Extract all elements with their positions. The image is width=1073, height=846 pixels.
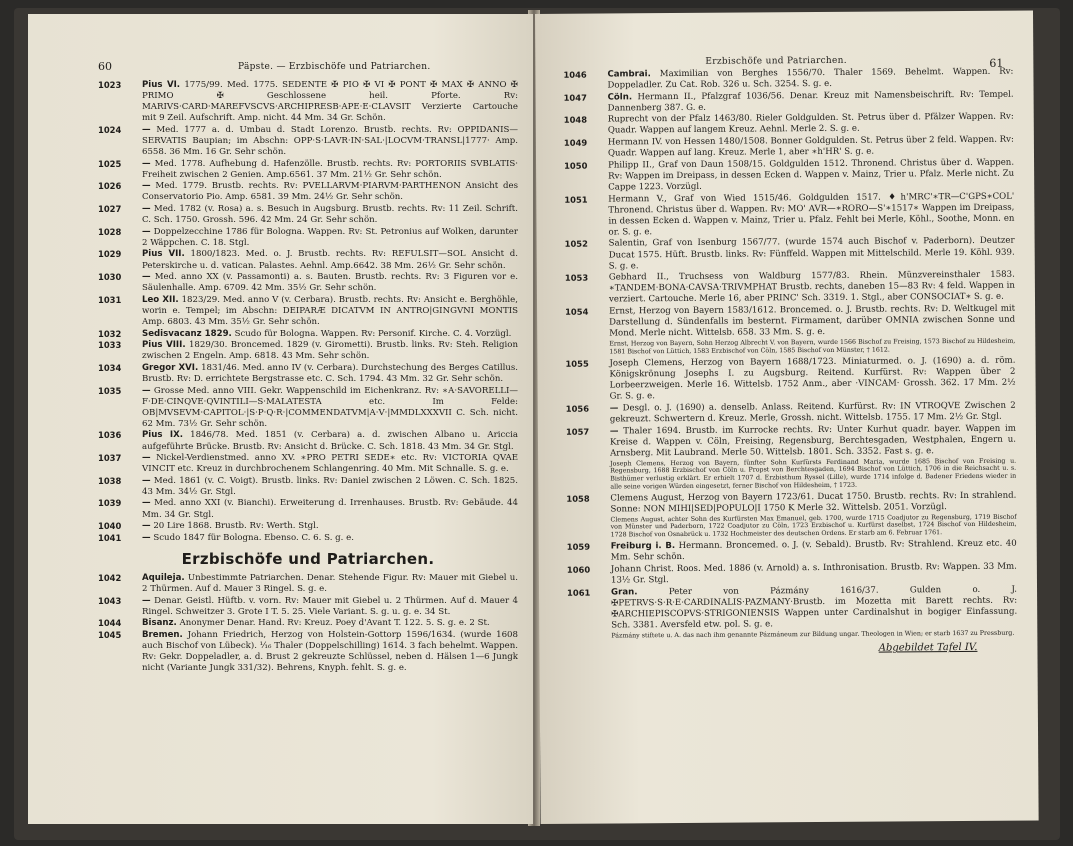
entry-text: [609, 304, 1015, 358]
lot-number: 1028: [98, 226, 122, 237]
catalog-entry: [98, 340, 518, 362]
lot-number: 1052: [564, 239, 588, 250]
entry-text: [142, 533, 518, 544]
catalog-entry: [98, 476, 518, 498]
catalog-entry: [567, 584, 1017, 642]
lot-number: 1024: [98, 124, 122, 135]
entry-text: [607, 67, 1013, 92]
entry-text: [142, 498, 518, 520]
entry-description: Hermann. Broncemed. o. J. (v. Sebald). Brustb. Rv: Strahlend. Kreuz etc. 40 Mm. Sehr schön.: [610, 538, 1017, 563]
entry-text: [608, 191, 1014, 238]
entry-heading: Gran.: [611, 586, 638, 597]
entry-heading: —: [142, 595, 151, 606]
entry-description: Med. 1782 (v. Rosa) a. s. Besuch in Augsburg. Brustb. rechts. Rv: 11 Zeil. Schrift. C. Sch. 1750. Grossh. 596. 42 Mm. 24 Gr. Sehr schön.: [142, 204, 518, 226]
lot-number: 1046: [563, 69, 587, 80]
lot-number: 1053: [564, 272, 589, 283]
entry-heading: Pius VIII.: [142, 340, 186, 351]
entry-text: [611, 539, 1017, 564]
catalog-entry: [98, 630, 518, 674]
lot-number: 1050: [564, 160, 588, 171]
entry-description: Thaler 1694. Brustb. im Kurrocke rechts. Rv: Unter Kurhut quadr. bayer. Wappen im Kreise d. Wappen v. Cöln, Freising, Regensburg, Berchtesgaden, Westphalen, Engern u. Arnsberg. Mit Laubrand. Merle 50. Wittelsb. 1801. Sch. 3352. Fast s. g. e.: [609, 423, 1017, 459]
entry-heading: Leo XII.: [142, 294, 179, 305]
entry-description: Med. 1777 a. d. Umbau d. Stadt Lorenzo. Brustb. rechts. Rv: OPPIDANIS—SERVATIS Baupian; im Abschn: OPP·S·LAVR·IN·SAL·|LOCVM·TRANSL|1777· Amp. 6558. 36 Mm. 16 Gr. Sehr schön.: [142, 124, 518, 158]
catalog-entries-papal: [98, 80, 518, 544]
entry-description: Maximilian von Berghes 1556/70. Thaler 1569. Behelmt. Wappen. Rv: Doppeladler. Zu Cat. Rob. 326 u. Sch. 3254. S. g. e.: [607, 66, 1014, 91]
entry-heading: Pius VI.: [142, 80, 181, 90]
biographical-note: Clemens August, achter Sohn des Kurfürsten Max Emanuel, geb. 1700, wurde 1715 Coadjutor zu Regensburg, 1719 Bischof von Münster und Paderborn, 1722 Coadjutor zu Cöln, 1723 Erzbischof u. Kurfürst daselbst, 1724 Bischof von Hildesheim, 1728 Bischof von Osnabrück u. 1732 Hochmeister des deutschen Ordens. Er starb am 6. Februar 1761.: [610, 513, 1017, 539]
entry-heading: —: [142, 124, 151, 135]
lot-number: 1029: [98, 249, 122, 260]
entry-description: Scudo für Bologna. Wappen. Rv: Personif. Kirche. C. 4. Vorzügl.: [234, 328, 512, 339]
entry-text: [142, 573, 518, 595]
entry-description: 1831/46. Med. anno IV (v. Cerbara). Durchstechung des Berges Catillus. Brustb. Rv: D. errichtete Bergstrasse etc. C. Sch. 1794. 43 Mm. 32 Gr. Sehr schön.: [142, 362, 518, 384]
lot-number: 1037: [98, 453, 122, 464]
entry-text: [610, 423, 1016, 492]
catalog-entry: [98, 430, 518, 452]
lot-number: 1027: [98, 204, 122, 215]
entry-text: [608, 135, 1014, 160]
catalog-entry: [98, 533, 518, 544]
entry-text: [142, 295, 518, 328]
entry-text: [142, 181, 518, 203]
catalog-entry: [565, 270, 1015, 306]
catalog-entry: [98, 363, 518, 385]
catalog-entry: [98, 618, 518, 629]
lot-number: 1040: [98, 521, 122, 532]
catalog-entry: [98, 295, 518, 328]
catalog-entry: [98, 181, 518, 203]
lot-number: 1044: [98, 618, 122, 629]
entry-description: 1775/99. Med. 1775. SEDENTE ✠ PIO ✠ VI ✠ PONT ✠ MAX ✠ ANNO ✠ PRIMO ✠ Geschlossene heil. Pforte. Rv: MARIVS·CARD·MAREFVSCVS·ARCHIPRESB·APE·E·CLAVSIT Verzierte Cartouche mit 9 Zeil. Aufschrift. Amp. nicht. 44 Mm. 34 Gr. Schön.: [142, 80, 518, 124]
entry-heading: —: [142, 475, 151, 486]
catalog-entry: [565, 236, 1015, 272]
entry-description: Med. anno XXI (v. Bianchi). Erweiterung d. Irrenhauses. Brustb. Rv: Gebäude. 44 Mm. 34 Gr. Stgl.: [142, 498, 518, 520]
lot-number: 1031: [98, 294, 122, 305]
catalog-entry: [565, 356, 1015, 404]
right-page-header: [535, 11, 1033, 70]
entry-description: 1846/78. Med. 1851 (v. Cerbara) a. d. zwischen Albano u. Ariccia aufgeführte Brücke. Brustb. Rv: Ansicht d. Brücke. C. Sch. 1818. 43 Mm. 34 Gr. Stgl.: [142, 430, 518, 452]
section-title: Erzbischöfe und Patriarchen.: [181, 549, 435, 568]
entry-description: Joseph Clemens, Herzog von Bayern 1688/1723. Miniaturmed. o. J. (1690) a. d. röm. Königskrönung Josephs I. zu Augsburg. Reitend. Kurfürst. Rv: Wappen über 2 Lorbeerzweigen. Merle 16. Wittelsb. 1752 Anm., aber ·VINCAM· Grossh. 362. 17 Mm. 2½ Gr. S. g. e.: [609, 355, 1016, 402]
right-page-body: [563, 67, 1017, 657]
entry-description: Unbestimmte Patriarchen. Denar. Stehende Figur. Rv: Mauer mit Giebel u. 2 Thürmen. Auf d. Mauer 3 Ringel. S. g. e.: [142, 572, 519, 595]
page-number: 60: [98, 60, 112, 73]
entry-heading: —: [142, 181, 151, 192]
entry-description: Johann Christ. Roos. Med. 1886 (v. Arnold) a. s. Inthronisation. Brustb. Rv: Wappen. 33 Mm. 13½ Gr. Stgl.: [610, 561, 1017, 586]
left-page-body: [98, 80, 518, 675]
entry-description: Gebhard II., Truchsess von Waldburg 1577/83. Rhein. Münzvereinsthaler 1583. ∗TANDEM·BONA·CAVSA·TRIVMPHAT Brustb. rechts, daneben 15—83 Rv: 4 feld. Wappen in verziert. Cartouche. Merle 16, aber PRINC' Sch. 3319. 1. Stgl., aber CONSOCIAT∗ S. g. e.: [608, 269, 1015, 305]
entry-text: [142, 363, 518, 385]
running-head: Erzbischöfe und Patriarchen.: [705, 55, 847, 67]
entry-heading: Pius VII.: [142, 249, 185, 260]
entry-description: Med. 1861 (v. C. Voigt). Brustb. links. Rv: Daniel zwischen 2 Löwen. C. Sch. 1825. 43 Mm. 34½ Gr. Stgl.: [142, 475, 518, 497]
entry-text: [142, 618, 518, 629]
catalog-entry: [564, 191, 1014, 239]
entry-description: Ernst, Herzog von Bayern 1583/1612. Broncemed. o. J. Brustb. rechts. Rv: D. Weltkugel mit Darstellung d. Sündenfalls im besternt. Firmament, darüber OMNIA zwischen Sonne und Mond. Merle nicht. Wittelsb. 658. 33 Mm. S. g. e.: [609, 303, 1016, 339]
entry-text: [609, 236, 1015, 272]
entry-heading: —: [142, 498, 151, 509]
lot-number: 1059: [566, 541, 591, 552]
entry-description: Med. 1778. Aufhebung d. Hafenzölle. Brustb. rechts. Rv: PORTORIIS SVBLATIS· Freiheit zwischen 2 Genien. Amp.6561. 37 Mm. 21½ Gr. Sehr schön.: [142, 158, 519, 180]
entry-heading: Bisanz.: [142, 618, 177, 629]
catalog-entry: [98, 453, 518, 475]
entry-text: [142, 521, 518, 532]
catalog-entry: [567, 539, 1017, 564]
entry-description: Nickel-Verdienstmed. anno XV. ∗PRO PETRI SEDE∗ etc. Rv: VICTORIA QVAE VINCIT etc. Kreuz in durchbrochenem Schlangenring. 40 Mm. Mit Schnalle. S. g. e.: [142, 453, 518, 475]
catalog-entries-archbishops: [98, 573, 518, 674]
entry-heading: Bremen.: [142, 629, 183, 640]
lot-number: 1033: [98, 340, 122, 351]
biographical-note: Joseph Clemens, Herzog von Bayern, fünfter Sohn Kurfürsts Ferdinand Maria, wurde 1685 Bischof von Freising u. Regensburg, 1688 Erzbischof von Cöln u. Propst von Berchtesgaden, 1694 Bischof von Lüttich, 1706 in die Reichsacht u. s. Bisthümer verlustig erklärt. Er erhielt 1707 d. Erzbisthum Ryssel (Lille), wurde 1714 infolge d. Badener Friedens wieder in alle seine vorigen Würden eingesetzt, ferner Bischof von Hildesheim, † 1723.: [610, 457, 1017, 491]
lot-number: 1049: [563, 137, 588, 148]
lot-number: 1032: [98, 328, 122, 339]
lot-number: 1054: [565, 306, 589, 317]
entry-text: [142, 125, 518, 158]
lot-number: 1036: [98, 430, 122, 441]
lot-number: 1041: [98, 532, 122, 543]
entry-text: [142, 453, 518, 475]
entry-text: [142, 630, 518, 674]
plate-reference: Abgebildet Tafel IV.: [878, 642, 978, 655]
entry-description: Anonymer Denar. Hand. Rv: Kreuz. Poey d'Avant T. 122. 5. S. g. e. 2 St.: [179, 618, 490, 629]
lot-number: 1056: [565, 403, 590, 414]
entry-heading: —: [142, 385, 151, 396]
entry-description: 1823/29. Med. anno V (v. Cerbara). Brustb. rechts. Rv: Ansicht e. Berghöhle, worin e. Tempel; im Abschn: DEIPARÆ DICATVM IN ANTRO|GINGVNI MONTIS Amp. 6803. 43 Mm. 35½ Gr. Sehr schön.: [142, 294, 518, 327]
catalog-entry: [98, 521, 518, 532]
entry-text: [142, 204, 518, 226]
catalog-entry: [566, 423, 1016, 493]
entry-description: Philipp II., Graf von Daun 1508/15. Goldgulden 1512. Thronend. Christus über d. Wappen. Rv: Wappen im Dreipass, in dessen Ecken d. Wappen v. Mainz, Trier u. Pfalz. Merle nicht. Zu Cappe 1223. Vorzügl.: [608, 157, 1015, 193]
running-head: Päpste. — Erzbischöfe und Patriarchen.: [238, 62, 431, 72]
entry-text: [142, 159, 518, 181]
catalog-entry: [98, 329, 518, 340]
entry-description: Grosse Med. anno VIII. Gekr. Wappenschild im Eichenkranz. Rv: ∗A·SAVORELLI—F·DE·CINQVE·QVINTILI—S·MALATESTA etc. Im Felde: OB|MVSEVM·CAPITOL·|S·P·Q·R·|COMMENDATVM|A·V·|MMDLXXXVII C. Sch. nicht. 62 Mm. 73½ Gr. Sehr schön.: [142, 385, 518, 429]
entry-text: [142, 249, 518, 271]
catalog-entry: [98, 596, 518, 618]
catalog-entry: [98, 227, 518, 249]
entry-text: [142, 227, 518, 249]
entry-text: [610, 490, 1016, 541]
entry-text: [142, 596, 518, 618]
lot-number: 1045: [98, 629, 122, 640]
left-page: [28, 14, 533, 824]
entry-heading: Sedisvacanz 1829.: [142, 328, 232, 339]
catalog-entry: [98, 272, 518, 294]
lot-number: 1051: [564, 194, 588, 205]
entry-heading: Cambrai.: [607, 69, 651, 80]
entry-description: Johann Friedrich, Herzog von Holstein-Gottorp 1596/1634. (wurde 1608 auch Bischof von Lübeck). ¹⁄₁₆ Thaler (Doppelschilling) 1614. 3 fach behelmt. Wappen. Rv: Gekr. Doppeladler, a. d. Brust 2 gekreuzte Schlüssel, neben d. Hälsen 1—6 Jungk nicht (Variante Jungk 331/32). Behrens, Knyph. fehlt. S. g. e.: [142, 629, 518, 674]
entry-description: 1829/30. Broncemed. 1829 (v. Girometti). Brustb. links. Rv: Steh. Religion zwischen 2 Engeln. Amp. 6818. 43 Mm. Sehr schön.: [142, 340, 518, 362]
entry-description: Med. anno XX (v. Passamonti) a. s. Bauten. Brustb. rechts. Rv: 3 Figuren vor e. Säulenhalle. Amp. 6709. 42 Mm. 35½ Gr. Sehr schön.: [142, 272, 518, 294]
entry-heading: Cöln.: [607, 92, 633, 103]
entry-heading: —: [142, 272, 151, 283]
catalog-entry: [98, 125, 518, 158]
catalog-entry: [564, 157, 1014, 193]
lot-number: 1055: [565, 358, 589, 369]
lot-number: 1043: [98, 595, 122, 606]
entry-heading: Gregor XVI.: [142, 362, 199, 373]
entry-description: 20 Lire 1868. Brustb. Rv: Werth. Stgl.: [153, 521, 319, 532]
page-number: 61: [989, 56, 1004, 70]
biographical-note: Pázmány stiftete u. A. das nach ihm genannte Pázmáneum zur Bildung ungar. Theologen in Wien; er starb 1637 zu Pressburg.: [611, 629, 1015, 640]
entry-text: [609, 356, 1015, 403]
lot-number: 1058: [566, 493, 590, 504]
entry-heading: —: [609, 425, 619, 436]
entry-text: [142, 386, 518, 430]
entry-heading: Aquileja.: [142, 572, 185, 583]
entry-text: [608, 157, 1014, 193]
entry-description: Hermann II., Pfalzgraf 1036/56. Denar. Kreuz mit Namensbeischrift. Rv: Tempel. Dannenberg 387. G. e.: [607, 89, 1014, 114]
lot-number: 1035: [98, 385, 122, 396]
catalog-entry: [567, 561, 1017, 586]
entry-description: Med. 1779. Brustb. rechts. Rv: PVELLARVM·PIARVM·PARTHENON Ansicht des Conservatorio Pio. Amp. 6581. 39 Mm. 24½ Gr. Sehr schön.: [142, 181, 519, 203]
entry-text: [142, 272, 518, 294]
entry-description: Desgl. o. J. (1690) a. denselb. Anlass. Reitend. Kurfürst. Rv: IN VTROQVE Zwischen 2 gekreuzt. Schwertern d. Kreuz. Merle, Grossh. nicht. Wittelsb. 1755. 17 Mm. 2½ Gr. Stgl.: [609, 400, 1016, 425]
catalog-entry: [565, 304, 1015, 359]
biographical-note: Ernst, Herzog von Bayern, Sohn Herzog Albrecht V. von Bayern, wurde 1566 Bischof zu Freising, 1573 Bischof zu Hildesheim, 1581 Bischof von Lüttich, 1583 Erzbischof von Cöln, 1585 Bischof von Münster, † 1612.: [609, 337, 1016, 356]
entry-description: Hermann V., Graf von Wied 1515/46. Goldgulden 1517. ♦h'MRC'∗TR—C'GPS∗COL' Thronend. Christus über d. Wappen. Rv: MO' AVR—∗RORO—S'∗1517∗ Wappen im Dreipass, in dessen Ecken d. Wappen v. Mainz, Trier u. Pfalz. Fehlt bei Merle, Köhl., Soothe, Monn. en or. S. g. e.: [608, 191, 1015, 238]
entry-heading: —: [142, 521, 151, 532]
lot-number: 1048: [563, 115, 588, 126]
catalog-entry: [98, 159, 518, 181]
entry-text: [142, 476, 518, 498]
entry-text: [142, 80, 518, 124]
entry-text: [609, 270, 1015, 306]
entry-text: [608, 89, 1014, 114]
lot-number: 1060: [566, 564, 591, 575]
entry-description: 1800/1823. Med. o. J. Brustb. rechts. Rv: REFULSIT—SOL Ansicht d. Peterskirche u. d. vatican. Palastes. Aehnl. Amp.6642. 38 Mm. 26½ Gr. Sehr schön.: [142, 249, 519, 271]
lot-number: 1057: [565, 426, 590, 437]
catalog-entry: [563, 67, 1013, 92]
entry-text: [142, 329, 518, 340]
catalog-entry: [564, 135, 1014, 160]
entry-heading: Freiburg i. B.: [610, 541, 676, 552]
catalog-entry: [566, 400, 1016, 425]
entry-description: Peter von Pázmány 1616/37. Gulden o. J. ✠PETRVS·S·R·E·CARDINALIS·PAZMANY·Brustb. im Mozetta mit Barett rechts. Rv: ✠ARCHIEPISCOPVS·STRIGONIENSIS Wappen unter Cardinalshut in bogiger Einfassung. Sch. 3381. Aversfeld etw. pol. S. g. e.: [611, 584, 1018, 631]
lot-number: 1023: [98, 80, 122, 90]
entry-heading: —: [142, 532, 151, 543]
entry-text: [142, 430, 518, 452]
entry-heading: —: [142, 158, 151, 169]
catalog-entries: [563, 67, 1017, 643]
catalog-entry: [98, 80, 518, 124]
lot-number: 1042: [98, 572, 122, 583]
entry-description: Doppelzecchine 1786 für Bologna. Wappen. Rv: St. Petronius auf Wolken, darunter 2 Wäppchen. C. 18. Stgl.: [142, 226, 519, 248]
entry-text: [608, 112, 1014, 137]
lot-number: 1047: [563, 92, 587, 103]
lot-number: 1026: [98, 181, 122, 192]
lot-number: 1061: [567, 587, 591, 598]
catalog-entry: [98, 573, 518, 595]
lot-number: 1038: [98, 475, 122, 486]
catalog-entry: [98, 249, 518, 271]
lot-number: 1030: [98, 272, 122, 283]
entry-heading: —: [142, 204, 151, 215]
entry-description: Salentin, Graf von Isenburg 1567/77. (wurde 1574 auch Bischof v. Paderborn). Deutzer Ducat 1575. Hüft. Brustb. links. Rv: Fünffeld. Wappen mit Mittelschild. Merle 19. Köhl. 939. S. g. e.: [608, 236, 1015, 272]
catalog-entry: [98, 498, 518, 520]
catalog-entry: [98, 204, 518, 226]
entry-description: Denar. Geistl. Hüftb. v. vorn. Rv: Mauer mit Giebel u. 2 Thürmen. Auf d. Mauer 4 Ringel. Schweitzer 3. Grote I T. 5. 25. Viele Variant. S. g. u. g. e. 34 St.: [142, 595, 519, 617]
right-page: [535, 11, 1039, 824]
entry-description: Scudo 1847 für Bologna. Ebenso. C. 6. S. g. e.: [153, 532, 354, 543]
lot-number: 1034: [98, 362, 122, 373]
lot-number: 1025: [98, 158, 122, 169]
entry-text: [611, 561, 1017, 586]
entry-heading: Pius IX.: [142, 430, 183, 441]
catalog-entry: [566, 490, 1016, 541]
entry-text: [611, 584, 1017, 642]
entry-description: Clemens August, Herzog von Bayern 1723/61. Ducat 1750. Brustb. rechts. Rv: In strahlend. Sonne: NON MIHI|SED|POPULO|I 1750 K Merle 32. Wittelsb. 2051. Vorzügl.: [610, 490, 1017, 515]
catalog-entry: [564, 89, 1014, 114]
catalog-entry: [98, 386, 518, 430]
entry-description: Hermann IV. von Hessen 1480/1508. Bonner Goldgulden. St. Petrus über 2 feld. Wappen. Rv: Quadr. Wappen auf lang. Kreuz. Merle 1, aber ∗h'HR' S. g. e.: [607, 134, 1014, 159]
entry-text: [610, 400, 1016, 425]
entry-text: [142, 340, 518, 362]
entry-heading: —: [142, 226, 151, 237]
lot-number: 1039: [98, 498, 122, 509]
catalog-entry: [564, 112, 1014, 137]
entry-heading: —: [609, 403, 619, 414]
entry-description: Ruprecht von der Pfalz 1463/80. Rieler Goldgulden. St. Petrus über d. Pfälzer Wappen. Rv: Quadr. Wappen auf langem Kreuz. Aehnl. Merle 2. S. g. e.: [607, 112, 1014, 136]
entry-heading: —: [142, 453, 151, 464]
left-page-header: [28, 14, 533, 73]
